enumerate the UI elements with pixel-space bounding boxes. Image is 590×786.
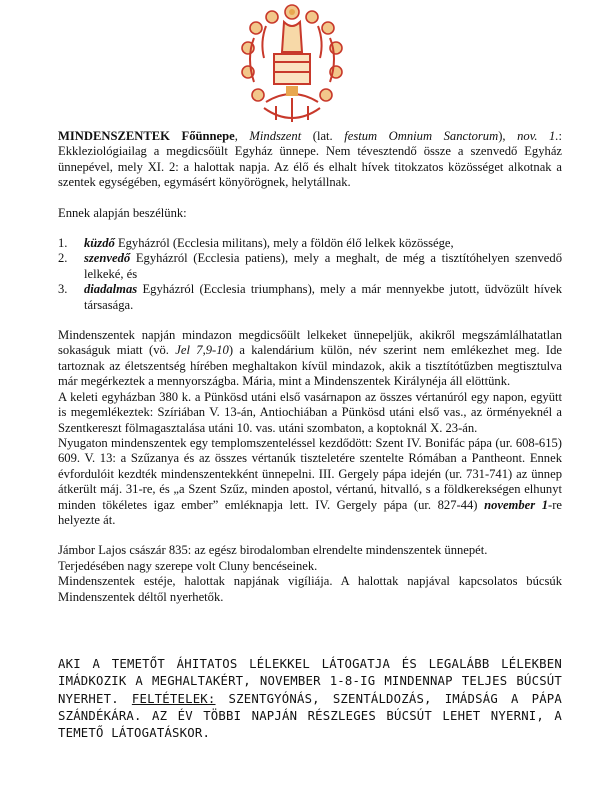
paragraph-louis-emperor: Jámbor Lajos császár 835: az egész birodalomban elrendelte mindenszentek ünnepét. <box>58 543 488 558</box>
paragraph-saints-day: Mindenszentek napján mindazon megdicsőült lelkeket ünnepeljük, akikről megszámlálhatatlan sokaságuk miatt (vö. Jel 7,9-10) a kalendárium külön, név szerint nem emlékezhet meg. Ide tartoznak az életszentség hírében meghaltakon kívül mindazok, akik a tisztítótűzben megtisztulva már megérkeztek a mennyországba. Mária, mint a Mindenszentek Királynéja áll elöttünk. <box>58 328 562 389</box>
list-item: 3. diadalmas Egyházról (Ecclesia triumphans), mely a már mennyekbe jutott, üdvözült hívek társasága. <box>58 282 562 312</box>
document-body <box>58 129 562 605</box>
paragraph-eastern-church: A keleti egyházban 380 k. a Pünkösd utáni első vasárnapon az összes vértanúról egy napon, együtt is megemlékeztek: Szíriában V. 13-án, Antiochiában a Pünkösd utáni első vas., az örményeknél a Szentkereszt fölmagasztalása utáni 10. vas. utáni szombaton, a koptoknál X. 23-án. <box>58 389 562 435</box>
list-keyword: szenvedő <box>84 251 131 266</box>
church-list <box>58 236 562 313</box>
list-item: 2. szenvedő Egyházról (Ecclesia patiens), mely a meghalt, de még a tisztítóhelyen szenvedő lelkeké, és <box>58 251 562 281</box>
feast-date: nov. 1. <box>517 129 559 143</box>
list-item: 1. küzdő Egyházról (Ecclesia militans), mely a földön élő lelkek közössége, <box>58 236 454 251</box>
paragraph-western-church: Nyugaton mindenszentek egy templomszenteléssel kezdődött: Szent IV. Bonifác pápa (ur. 608-615) 609. V. 13: a Szűzanya és az összes vértanúk tiszteletére szentelte Rómában a Pantheont. Ennek évfordulóit kezdték mindenszentekként ünnepelni. III. Gergely pápa idején (ur. 731-741) az ünnep átkerült máj. 31-re, és „a Szent Szűz, minden apostol, vértanú, hitvalló, s a földkerekségen elhunyt minden tökéletes igaz ember” emléknapja lett. IV. Gergely pápa (ur. 827-44) november 1-re helyezte át. <box>58 435 562 527</box>
basis-line: Ennek alapján beszélünk: <box>58 205 187 220</box>
all-saints-illustration <box>236 2 348 124</box>
paragraph-vigil: Mindenszentek estéje, halottak napjának vigíliája. A halottak napjával kapcsolatos búcsúk Mindenszentek déltől nyerhetők. <box>58 574 562 604</box>
november-date: november 1 <box>484 497 548 512</box>
conditions-label: FELTÉTELEK: <box>131 691 216 706</box>
paragraph-cluny: Terjedésében nagy szerepe volt Cluny bencéseinek. <box>58 558 318 573</box>
indulgence-notice: AKI A TEMETŐT ÁHITATOS LÉLEKKEL LÁTOGATJA ÉS LEGALÁBB LÉLEKBEN IMÁDKOZIK A MEGHALTAKÉRT, NOVEMBER 1-8-IG MINDENNAP TELJES BÚCSÚT NYERHET. FELTÉTELEK: SZENTGYÓNÁS, SZENTÁLDOZÁS, IMÁDSÁG A PÁPA SZÁNDÉKÁRA. AZ ÉV TÖBBI NAPJÁN RÉSZLEGES BÚCSÚT LEHET NYERNI, A TEMETŐ LÁTOGATÁSKOR. <box>58 657 563 741</box>
list-keyword: diadalmas <box>84 282 138 297</box>
latin-name: festum Omnium Sanctorum <box>344 129 499 143</box>
feast-title: MINDENSZENTEK Főünnepe <box>58 129 235 143</box>
list-keyword: küzdő <box>84 236 115 251</box>
bible-reference: Jel 7,9-10 <box>175 343 229 358</box>
mindszent-term: Mindszent <box>249 129 302 143</box>
intro-paragraph: MINDENSZENTEK Főünnepe, Mindszent (lat. festum Omnium Sanctorum), nov. 1.: Ekkleziológiailag a megdicsőült Egyház ünnepe. Nem tévesztendő össze a szenvedő Egyház ünnepével, mely XI. 2: a halottak napja. Az élő és elhalt hívek titokzatos közösséget alkotnak a szentek egységében, egymásért könyörögnek, helytállnak. <box>58 129 562 190</box>
